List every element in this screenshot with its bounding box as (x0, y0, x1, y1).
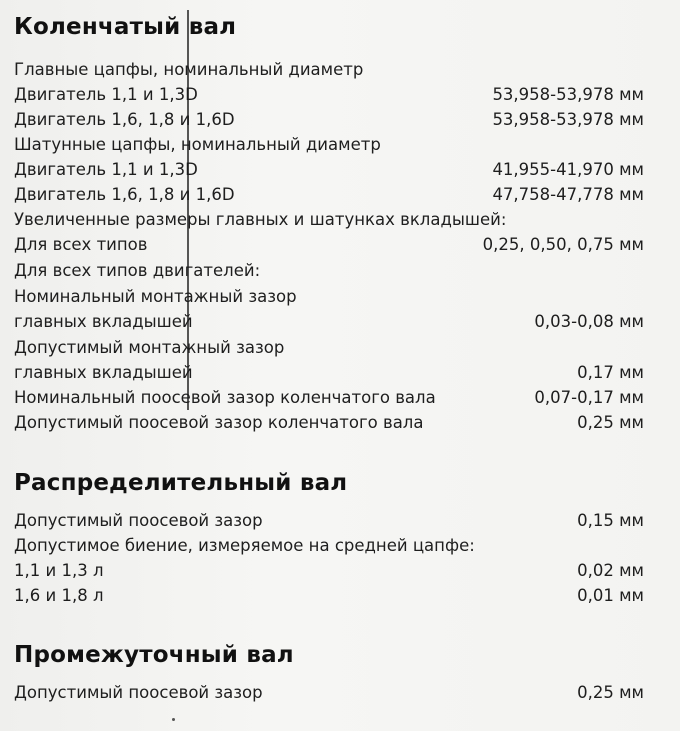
spec-value: 0,03-0,08 мм (534, 312, 644, 331)
spec-row (14, 208, 644, 232)
spec-row (14, 411, 644, 435)
spec-row (14, 259, 644, 283)
spec-row (14, 681, 644, 705)
spec-row (14, 534, 644, 558)
spec-row (14, 559, 644, 583)
spec-label: главных вкладышей (14, 312, 193, 331)
spec-label: Двигатель 1,1 и 1,3D (14, 160, 198, 179)
spec-value: 53,958-53,978 мм (492, 110, 644, 129)
spec-label: Главные цапфы, номинальный диаметр (14, 60, 364, 79)
spec-row (14, 58, 644, 82)
spec-value: 0,01 мм (577, 586, 644, 605)
spec-value: 0,02 мм (577, 561, 644, 580)
spec-label: Допустимый поосевой зазор коленчатого вала (14, 413, 424, 432)
spec-label: Допустимый монтажный зазор (14, 338, 285, 357)
spec-value: 0,07-0,17 мм (534, 388, 644, 407)
spec-label: Для всех типов двигателей: (14, 261, 261, 280)
section-title-intermediate-shaft: Промежуточный вал (14, 642, 294, 668)
spec-row (14, 310, 644, 334)
spec-label: Двигатель 1,1 и 1,3D (14, 85, 198, 104)
spec-row (14, 584, 644, 608)
spec-value: 0,25, 0,50, 0,75 мм (482, 235, 644, 254)
spec-label: Увеличенные размеры главных и шатунках вкладышей: (14, 210, 507, 229)
spec-label: 1,6 и 1,8 л (14, 586, 104, 605)
spec-row (14, 509, 644, 533)
spec-label: Номинальный монтажный зазор (14, 287, 297, 306)
spec-row (14, 183, 644, 207)
spec-row (14, 158, 644, 182)
spec-label: Двигатель 1,6, 1,8 и 1,6D (14, 185, 235, 204)
spec-value: 41,955-41,970 мм (492, 160, 644, 179)
spec-row (14, 361, 644, 385)
spec-label: Допустимый поосевой зазор (14, 511, 263, 530)
spec-label: Шатунные цапфы, номинальный диаметр (14, 135, 381, 154)
section-title-camshaft: Распределительный вал (14, 470, 348, 496)
spec-label: 1,1 и 1,3 л (14, 561, 104, 580)
section-title-crankshaft: Коленчатый вал (14, 14, 237, 40)
spec-label: Допустимый поосевой зазор (14, 683, 263, 702)
spec-value: 47,758-47,778 мм (492, 185, 644, 204)
spec-row (14, 285, 644, 309)
spec-label: главных вкладышей (14, 363, 193, 382)
spec-value: 0,25 мм (577, 413, 644, 432)
scan-speck (172, 718, 175, 721)
spec-row (14, 108, 644, 132)
spec-label: Номинальный поосевой зазор коленчатого вала (14, 388, 436, 407)
spec-label: Двигатель 1,6, 1,8 и 1,6D (14, 110, 235, 129)
spec-value: 0,15 мм (577, 511, 644, 530)
spec-label: Допустимое биение, измеряемое на средней цапфе: (14, 536, 475, 555)
spec-row (14, 133, 644, 157)
spec-row (14, 386, 644, 410)
spec-value: 0,17 мм (577, 363, 644, 382)
spec-row (14, 83, 644, 107)
spec-value: 0,25 мм (577, 683, 644, 702)
spec-label: Для всех типов (14, 235, 148, 254)
spec-value: 53,958-53,978 мм (492, 85, 644, 104)
spec-row (14, 336, 644, 360)
spec-row (14, 233, 644, 257)
